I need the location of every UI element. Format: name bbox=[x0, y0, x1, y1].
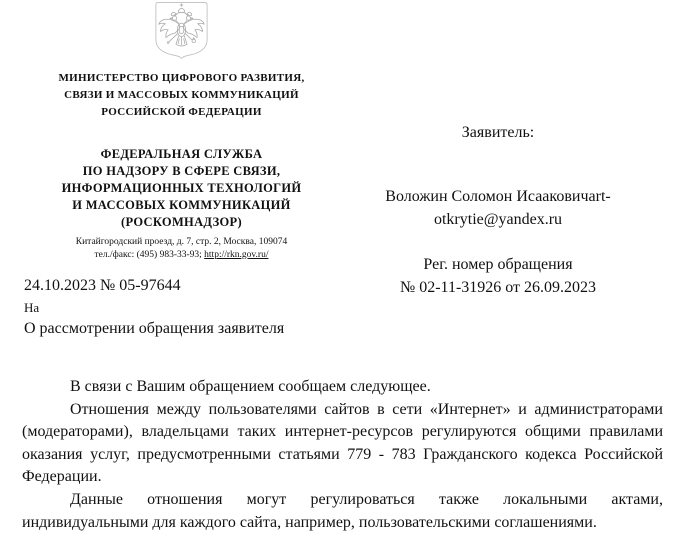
agency-name bbox=[24, 146, 339, 231]
ministry-name-line: МИНИСТЕРСТВО ЦИФРОВОГО РАЗВИТИЯ, bbox=[58, 72, 305, 84]
letter-subject: О рассмотрении обращения заявителя bbox=[24, 320, 285, 337]
ministry-name-line: СВЯЗИ И МАССОВЫХ КОММУНИКАЦИЙ bbox=[64, 89, 299, 101]
applicant-name-email bbox=[347, 186, 649, 231]
registration-number-block bbox=[347, 254, 649, 299]
agency-address bbox=[24, 236, 339, 261]
body-paragraph: Данные отношения могут регулироваться также локальными актами, индивидуальными для каждого сайта, например, пользовательскими соглашениями. bbox=[22, 490, 663, 531]
address-line: Китайгородский проезд, д. 7, стр. 2, Москва, 109074 bbox=[75, 237, 288, 247]
applicant-label: Заявитель: bbox=[461, 124, 535, 141]
sender-header-block bbox=[24, 0, 339, 338]
ministry-name-line: РОССИЙСКОЙ ФЕДЕРАЦИИ bbox=[101, 106, 262, 118]
agency-name-line: ФЕДЕРАЛЬНАЯ СЛУЖБА bbox=[100, 147, 263, 161]
outgoing-date-number: 24.10.2023 № 05-97644 bbox=[24, 277, 181, 294]
registration-number-label: Рег. номер обращения bbox=[423, 256, 573, 273]
body-paragraph: В связи с Вашим обращением сообщаем следующее. bbox=[70, 378, 431, 395]
reply-to-prefix: На bbox=[24, 300, 40, 315]
agency-name-line: (РОСКОМНАДЗОР) bbox=[121, 215, 242, 229]
applicant-name-line: Воложин Соломон Исааковичart- bbox=[385, 188, 611, 205]
applicant-email-line: otkrytie@yandex.ru bbox=[433, 210, 563, 228]
agency-name-line: ИНФОРМАЦИОННЫХ ТЕХНОЛОГИЙ bbox=[61, 181, 302, 195]
body-paragraph: Отношения между пользователями сайтов в сети «Интернет» и администраторами (модераторами), владельцами таких интернет-ресурсов регулируются общими правилами оказания услуг, предусмотренными статьями 779 - 783 Гражданского кодекса Российской Федерации. bbox=[22, 400, 663, 486]
agency-name-line: ПО НАДЗОРУ В СФЕРЕ СВЯЗИ, bbox=[82, 164, 281, 178]
registration-number-value: № 02-11-31926 от 26.09.2023 bbox=[399, 278, 597, 296]
agency-name-line: И МАССОВЫХ КОММУНИКАЦИЙ bbox=[72, 198, 291, 212]
letter-body bbox=[22, 376, 663, 534]
contact-line bbox=[24, 249, 339, 262]
phone-fax: тел./факс: (495) 983-33-93; bbox=[94, 249, 205, 260]
rkn-website-link[interactable]: http://rkn.gov.ru/ bbox=[204, 249, 269, 260]
russian-coat-of-arms-icon bbox=[153, 2, 210, 61]
ministry-name bbox=[24, 70, 339, 121]
